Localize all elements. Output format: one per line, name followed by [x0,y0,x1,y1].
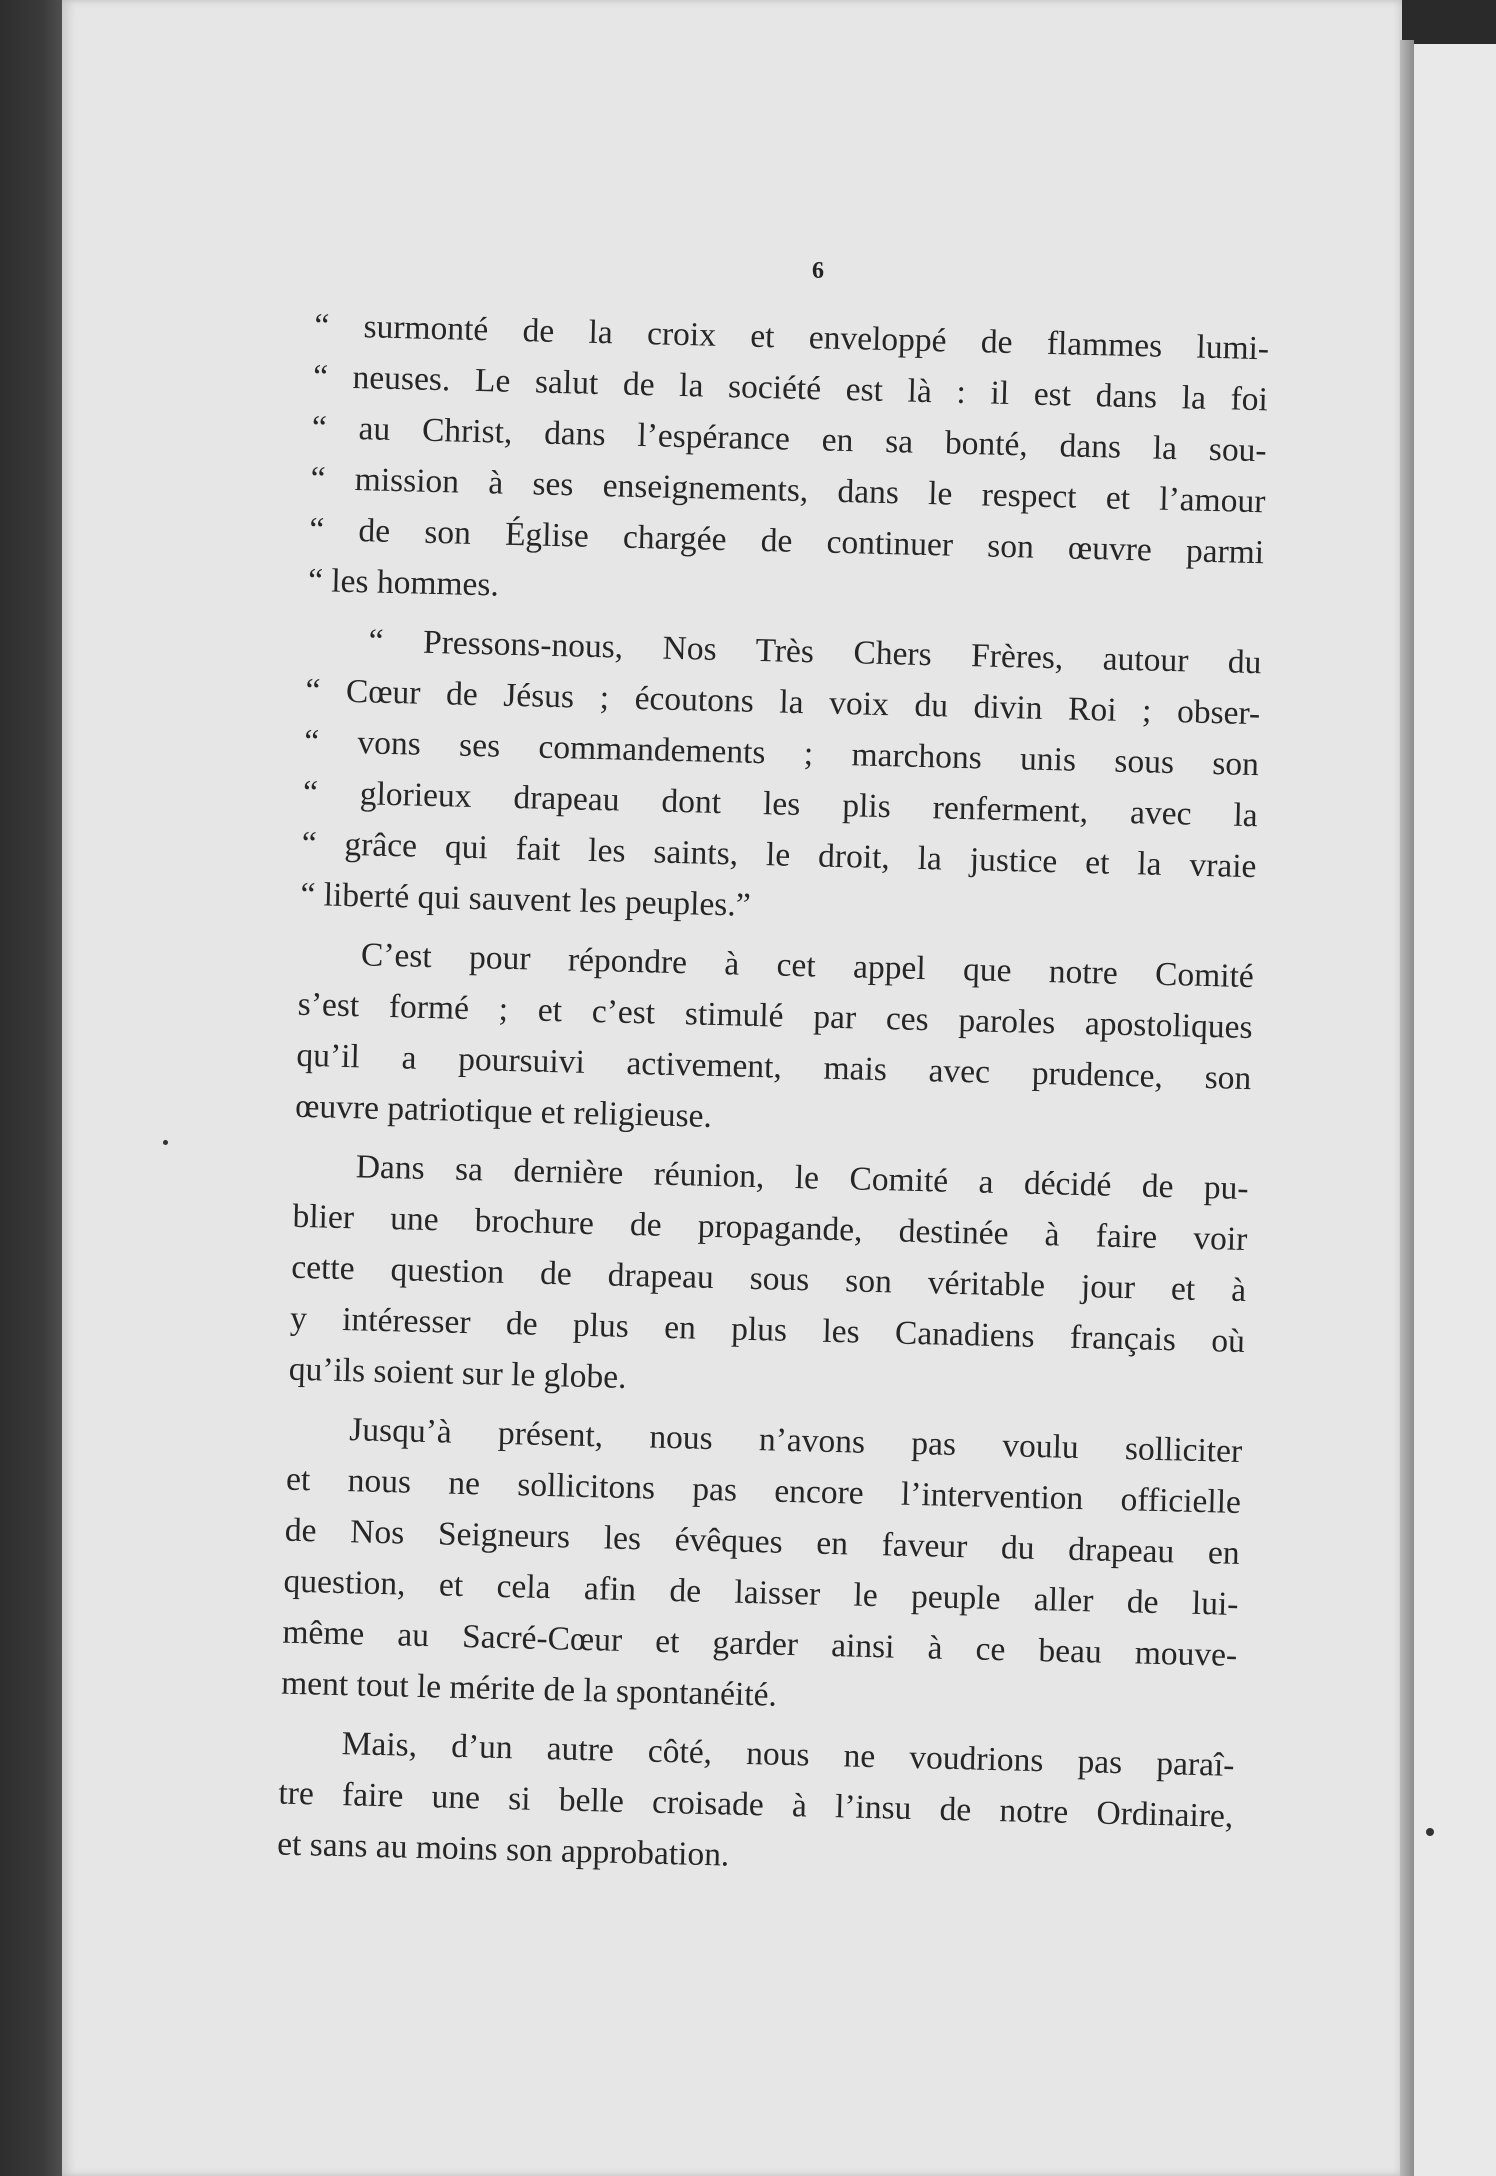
text-line: ment tout le mérite de la spontanéité. [280,1664,778,1714]
text-line: même au Sacré-Cœur et garder ainsi à ce beau mouve- [281,1613,1238,1674]
text-line: cette question de drapeau sous son véritable jour et à [290,1248,1247,1310]
text-line: “ liberté qui sauvent les peuples.” [300,875,752,924]
text-line: blier une brochure de propagande, destinée à faire voir [292,1197,1248,1259]
scan-background [0,0,70,2176]
text-line: “ glorieux drapeau dont les plis renferment, avec la [302,773,1259,835]
paragraph [308,300,1270,629]
text-line: “ neuses. Le salut de la société est là : il est dans la foi [312,357,1269,419]
text-line: qu’ils soient sur le globe. [288,1350,627,1396]
text-line: Mais, d’un autre côté, nous ne voudrions pas paraî- [341,1725,1235,1784]
text-line: “ Pressons-nous, Nos Très Chers Frères, autour du [368,622,1262,682]
body-text [276,300,1269,1901]
paragraph [300,614,1262,943]
text-line: “ de son Église chargée de continuer son œuvre parmi [308,510,1265,572]
text-line: œuvre patriotique et religieuse. [294,1087,713,1135]
text-line: “ mission à ses enseignements, dans le respect et l’amour [310,459,1266,521]
text-line: “ grâce qui fait les saints, le droit, la justice et la vraie [301,824,1257,886]
text-line: et sans au moins son approbation. [276,1825,730,1874]
text-line: Jusqu’à présent, nous n’avons pas voulu solliciter [348,1411,1243,1470]
text-line: “ au Christ, dans l’espérance en sa bonté, dans la sou- [311,408,1268,470]
text-line: “ Cœur de Jésus ; écoutons la voix du divin Roi ; obser- [305,671,1261,733]
page-number: 6 [812,258,824,284]
text-line: C’est pour répondre à cet appel que notre Comité [360,936,1255,996]
text-line: “ les hommes. [307,561,500,604]
text-line: “ surmonté de la croix et enveloppé de flammes lumi- [313,306,1270,368]
paragraph [295,928,1255,1155]
text-line: s’est formé ; et c’est stimulé par ces paroles apostoliques [297,985,1253,1047]
text-line: de Nos Seigneurs les évêques en faveur du drapeau en [284,1511,1241,1572]
paragraph [281,1403,1243,1732]
text-line: tre faire une si belle croisade à l’insu de notre Ordinaire, [278,1774,1234,1835]
page-edge [1400,40,1414,2176]
text-line: qu’il a poursuivi activement, mais avec prudence, son [296,1036,1252,1098]
text-line: Dans sa dernière réunion, le Comité a décidé de pu- [355,1148,1250,1208]
next-page-edge [1414,44,1496,2176]
text-line: y intéresser de plus en plus les Canadiens français où [289,1299,1246,1361]
text-line: et nous ne sollicitons pas encore l’intervention officielle [285,1460,1242,1521]
text-line: question, et cela afin de laisser le peuple aller de lui- [283,1562,1239,1623]
paragraph [277,1717,1235,1893]
text-line: “ vons ses commandements ; marchons unis sous son [303,722,1260,784]
scan-speck [1426,1828,1434,1836]
scan-speck [163,1140,168,1145]
paragraph [288,1140,1249,1418]
